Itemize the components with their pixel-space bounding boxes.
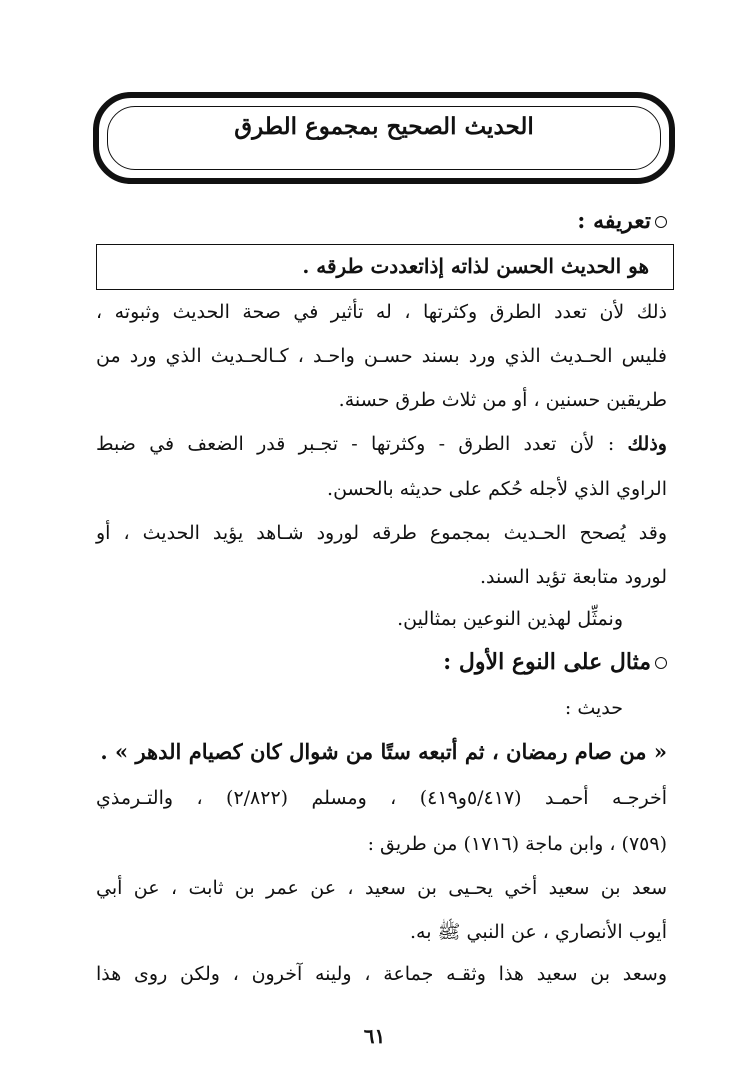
definition-box [96,244,674,290]
chain-line1: سعد بن سعيد أخي يحـيى بن سعيد ، عن عمر بن ثابت ، عن أبي [96,877,667,899]
hadith-intro: حديث : [564,697,623,719]
paragraph1-line1: ذلك لأن تعدد الطرق وكثرتها ، له تأثير في صحة الحديث وثبوته ، [96,301,667,323]
paragraph3-line1: وقد يُصحح الحـديث بمجموع طرقه لورود شـاهد يؤيد الحديث ، أو [96,522,667,544]
paragraph2-line2: الراوي الذي لأجله حُكم على حديثه بالحسن. [327,478,667,500]
page-number: ٦١ [363,1024,386,1048]
paragraph2-line1 [96,430,667,458]
hadith-text: « من صام رمضان ، ثم أتبعه ستًا من شوال كان كصيام الدهر » . [100,739,667,764]
paragraph2-lead: وذلك [627,433,667,455]
definition-heading: تعريفه : [577,206,667,236]
paragraph4: ونمثِّل لهذين النوعين بمثالين. [397,608,623,630]
bullet-circle-icon [655,657,667,669]
paragraph1-line3: طريقين حسنين ، أو من ثلاث طرق حسنة. [338,389,667,411]
paragraph3-line2: لورود متابعة تؤيد السند. [479,566,667,588]
definition-text: هو الحديث الحسن لذاته إذاتعددت طرقه . [302,254,649,278]
title-frame [93,92,675,184]
takhrij-line1: أخرجـه أحمـد (٥/٤١٧و٤١٩) ، ومسلم (٢/٨٢٢) ، والتـرمذي [96,787,667,809]
chain-line2: أيوب الأنصاري ، عن النبي ﷺ به. [410,921,667,943]
paragraph2-line1-text: : لأن تعدد الطرق - وكثرتها - تجـبر قدر الضعف في ضبط [96,433,615,455]
bullet-circle-icon [655,216,667,228]
last-line: وسعد بن سعيد هذا وثقـه جماعة ، ولينه آخرون ، ولكن روى هذا [96,963,667,985]
takhrij-line2: (٧٥٩) ، وابن ماجة (١٧١٦) من طريق : [367,833,667,855]
paragraph1-line2: فليس الحـديث الذي ورد بسند حسـن واحـد ، كـالحـديث الذي ورد من [96,345,667,367]
chapter-title: الحديث الصحيح بمجموع الطرق [234,113,534,140]
example-heading: مثال على النوع الأول : [443,647,667,677]
